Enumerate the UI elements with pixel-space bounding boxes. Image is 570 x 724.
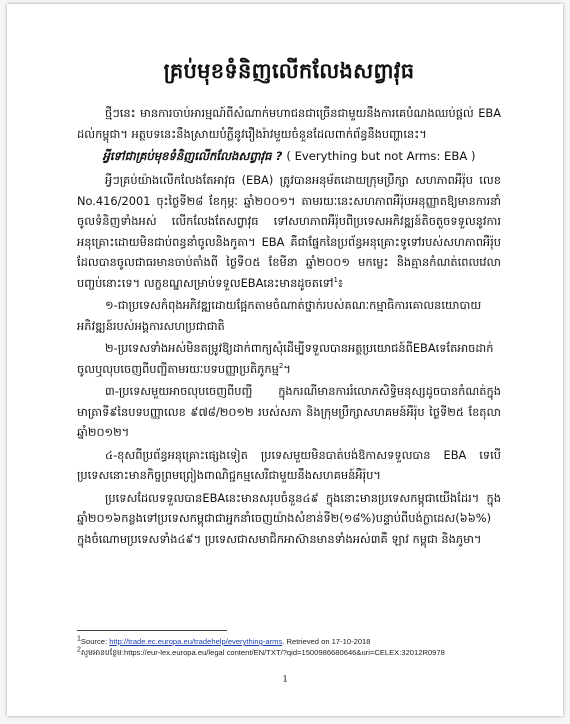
condition-item-1: ១-ជាប្រទេសកំពុងអភិវឌ្ឍដោយផ្អែកតាមចំណាត់ថ្នាក់របស់គណៈកម្មាធិការគោលនយោបាយអភិវឌ្ឍន៍របស់អង្គការសហប្រជាជាតិ [77, 298, 482, 333]
footnote-1-link[interactable]: http://trade.ec.europa.eu/tradehelp/everything-arms [109, 637, 283, 646]
eba-definition-paragraph [77, 170, 501, 293]
subtitle-khmer: អ្វីទៅជាគ្រប់មុខទំនិញលើកលែងសព្វាវុធ ? [102, 149, 283, 163]
footnote-divider [77, 630, 227, 631]
subtitle-english: ( Everything but not Arms: EBA ) [286, 149, 476, 163]
footnote-ref-1[interactable]: 1 [333, 275, 338, 284]
item2-text: ២-ប្រទេសទាំងអស់មិនតម្រូវឱ្យដាក់ពាក្យសុំដើម្បីទទួលបានអត្ថប្រយោជន៍ពីEBAទេតែអាចដាក់ចូលឬលុបចេញពីបញ្ជីតាមរយៈបទបញ្ញាប្រតិភូកម្ម [77, 341, 494, 376]
condition-item-4: ៤-ខុសពីប្រព័ន្ធអនុគ្រោះផ្សេងទៀត ប្រទេសមួយមិនបាត់បង់ឱកាសទទួលបាន EBA ទេបើប្រទេសនោះមានកិច្ចព្រមព្រៀងពាណិជ្ជកម្មសេរីជាមួយនឹងសហគមន៍អឺរ៉ុប។ [77, 447, 501, 482]
footnote-1 [77, 636, 501, 647]
document-title: គ្រប់មុខទំនិញលើកលែងសព្វាវុធ [163, 58, 415, 83]
footnotes [77, 630, 501, 658]
footnote-2 [77, 647, 501, 658]
paragraph1-text: អ្វីៗគ្រប់យ៉ាងលើកលែងតែអាវុធ (EBA) ត្រូវបានអនុម័តដោយក្រុមប្រឹក្សា សហភាពអឺរ៉ុប លេខ No.416/2001 ចុះថ្ងៃទី២៨ ខែកុម្ភៈ ឆ្នាំ២០០១។ តាមរយៈនេះសហភាពអឺរ៉ុបអនុញ្ញាតឱ្យមានការនាំចូលទំនិញទាំងអស់ លើកលែងតែសព្វាវុធ ទៅសហភាពអឺរ៉ុបពីប្រទេសអភិវឌ្ឍន៍តិចតួចទទួលនូវការអនុគ្រោះដោយមិនជាប់ពន្ធនាំចូលនិងកូតា។ EBA គឺជាផ្នែកនៃប្រព័ន្ធអនុគ្រោះទូទៅរបស់សហភាពអឺរ៉ុបដែលបានចូលជាធរមានចាប់តាំងពី ថ្ងៃទី០៥ ខែមីនា ឆ្នាំ២០០១ មកម្លេះ និងគ្មានកំណត់ពេលវេលាបញ្ចប់នោះទេ។ លក្ខខណ្ឌសម្រាប់ទទួលEBAនេះមានដូចតទៅ [77, 173, 501, 290]
eba-countries-paragraph: ប្រទេសដែលទទួលបានEBAនេះមានសរុបចំនួន៤៩ ក្នុងនោះមានប្រទេសកម្ពុជាយើងដែរ។ ក្នុងឆ្នាំ២០១៦កន្លងទៅប្រទេសកម្ពុជាជាអ្នកនាំចេញយ៉ាងសំខាន់ទី២(១៨%)បន្ទាប់ពីបង់ក្លាដេស(៦៦%) ក្នុងចំណោមប្រទេសទាំង៤៩។ ប្រទេសជាសមាជិកអាស៊ានមានទាំងអស់៣គឺ ឡាវ កម្ពុជា និងភូមា។ [77, 490, 501, 546]
footnote-1-number: 1 [77, 635, 81, 643]
footnote-1-prefix: Source: [80, 637, 110, 646]
footnote-1-suffix: . Retrieved on 17-10-2018 [282, 637, 371, 646]
condition-item-3: ៣-ប្រទេសមួយអាចលុបចេញពីបញ្ជី ក្នុងករណីមានការរំលោភសិទ្ធិមនុស្សដូចបានកំណត់ក្នុងមាត្រាទី៩នៃបទបញ្ញាលេខ ៩៧៨/២០១២ របស់សភា និងក្រុមប្រឹក្សាសហគមន៍អឺរ៉ុប ថ្ងៃទី២៥ ខែតុលា ឆ្នាំ២០១២។ [77, 384, 501, 439]
item2-end: ។ [283, 361, 291, 376]
section-subtitle [77, 146, 501, 166]
paragraph1-end: ៖ [337, 275, 343, 290]
document-page [7, 4, 563, 716]
footnote-2-text: សូមអានបន្ថែម:https://eur-lex.europa.eu/legal content/EN/TXT/?qid=1500986680646&uri=CELEX:32012R0978 [80, 648, 445, 657]
page-number: 1 [282, 674, 288, 685]
condition-item-2 [77, 338, 501, 379]
footnote-2-number: 2 [77, 646, 81, 654]
intro-paragraph: ថ្មីៗនេះ មានការចាប់អារម្មណ៍ពីសំណាក់មហាជនជាច្រើនជាមួយនឹងការគេបំណងឈប់ផ្តល់ EBA ដល់កម្ពុជា។ អត្ថបទនេះនឹងស្រាយបំភ្លឺនូវរឿងរ៉ាវមួយចំនួនដែលពាក់ព័ន្ធនឹងបញ្ហានេះ។ [77, 106, 501, 141]
footnote-ref-2[interactable]: 2 [278, 361, 284, 370]
